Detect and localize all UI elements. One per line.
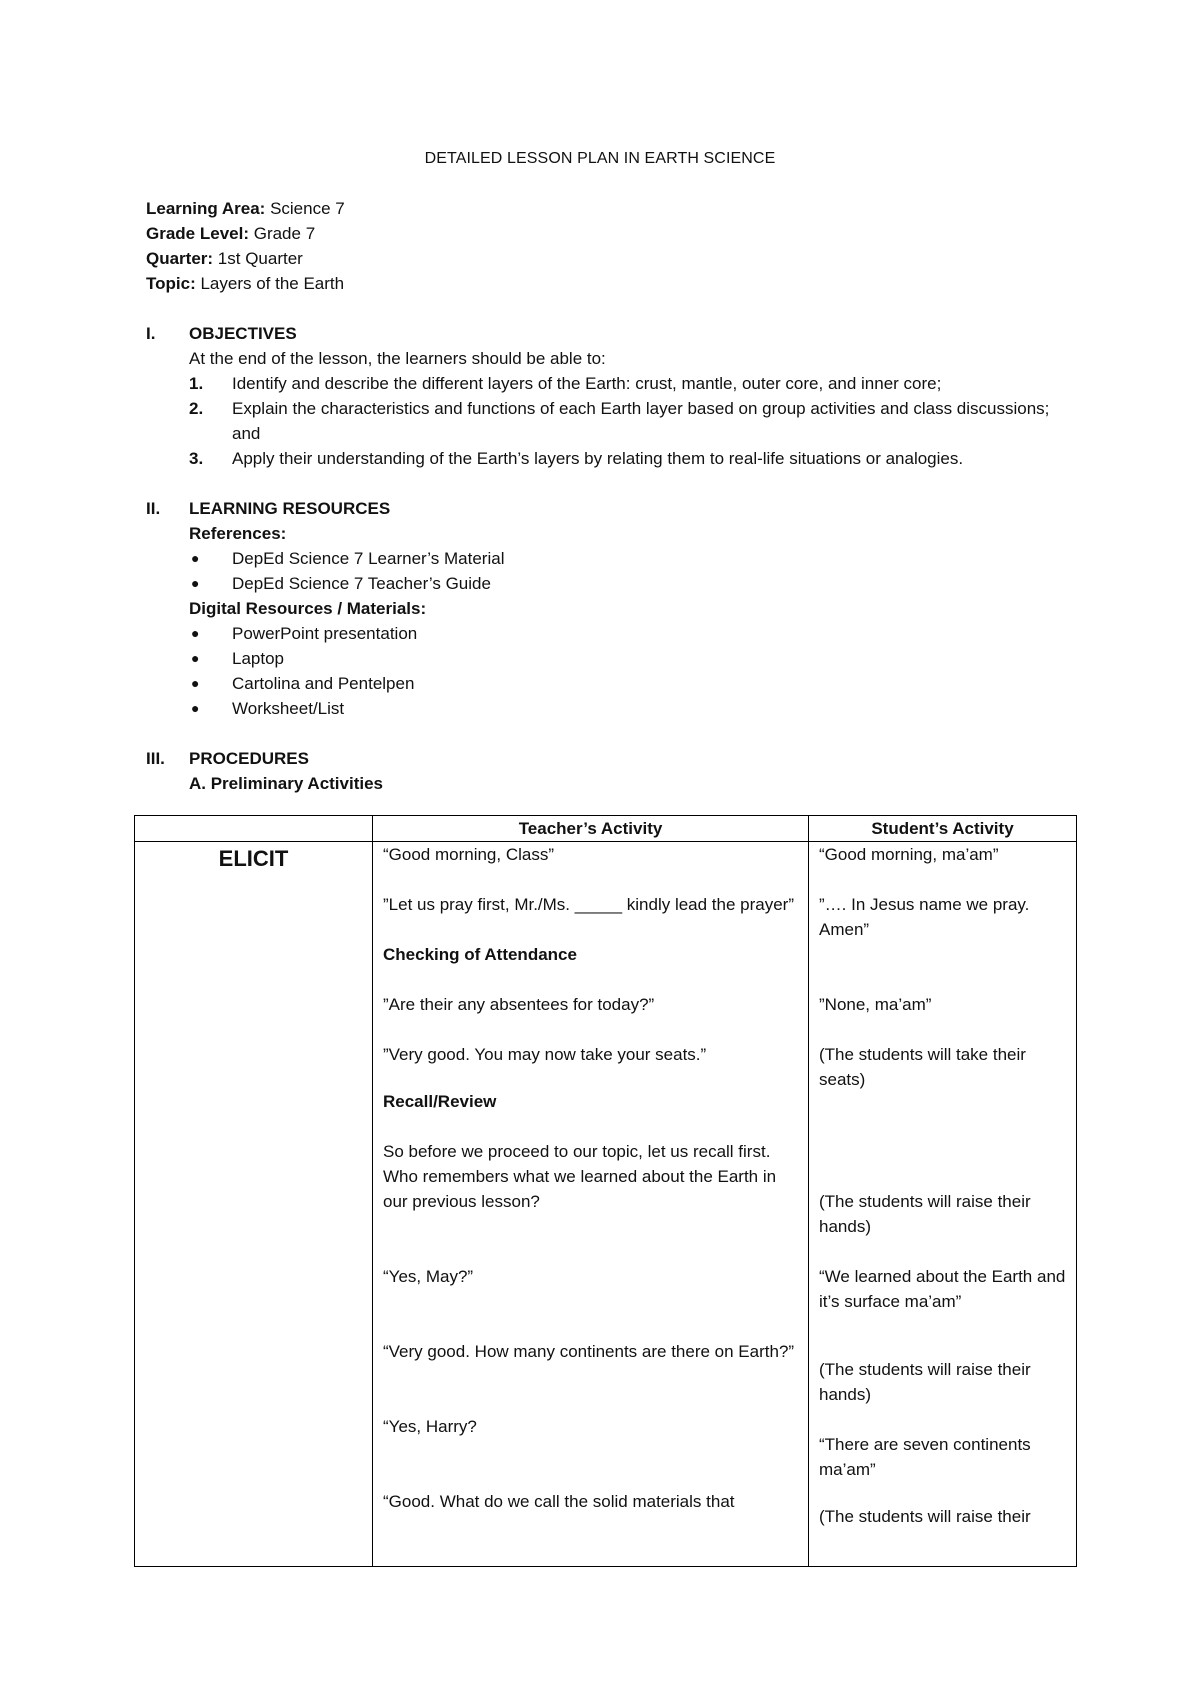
teacher-line: “Yes, Harry? <box>383 1417 477 1436</box>
student-line: ”None, ma’am” <box>819 995 932 1014</box>
material-item: ● Cartolina and Pentelpen <box>146 671 1076 696</box>
lesson-info <box>146 196 345 296</box>
section-title: PROCEDURES <box>189 749 309 768</box>
phase-cell <box>135 842 373 1567</box>
student-line: (The students will raise their hands) <box>819 1192 1031 1236</box>
objective-item: 2. Explain the characteristics and functions of each Earth layer based on group activities and class discussions; and <box>189 399 1050 443</box>
table-row <box>135 842 1077 1567</box>
header-phase <box>135 816 373 842</box>
objectives-section <box>146 321 1076 471</box>
attendance-heading: Checking of Attendance <box>383 945 577 964</box>
section-number: II. <box>146 499 161 518</box>
teacher-line: ”Very good. You may now take your seats.” <box>383 1045 707 1064</box>
teacher-line: ”Let us pray first, Mr./Ms. _____ kindly lead the prayer” <box>383 895 795 914</box>
references-label: References: <box>189 524 287 543</box>
header-student-activity: Student’s Activity <box>809 816 1077 842</box>
digital-resources-label: Digital Resources / Materials: <box>189 599 427 618</box>
bullet-icon: ● <box>191 550 200 566</box>
bullet-icon: ● <box>191 575 200 591</box>
teacher-line: “Good. What do we call the solid materials that <box>383 1492 735 1511</box>
section-number: III. <box>146 749 165 768</box>
section-title: LEARNING RESOURCES <box>189 499 391 518</box>
bullet-icon: ● <box>191 675 200 691</box>
activity-table <box>134 815 1077 1567</box>
teacher-line: “Very good. How many continents are there on Earth?” <box>383 1342 795 1361</box>
bullet-icon: ● <box>191 650 200 666</box>
header-teacher-activity: Teacher’s Activity <box>373 816 809 842</box>
info-grade-level: Grade Level: Grade 7 <box>146 224 316 243</box>
student-line: “Good morning, ma’am” <box>819 845 999 864</box>
student-line: (The students will raise their <box>819 1507 1031 1526</box>
student-line: ”…. In Jesus name we pray. Amen” <box>819 895 1030 939</box>
objective-item: 1. Identify and describe the different layers of the Earth: crust, mantle, outer core, and inner core; <box>189 374 942 393</box>
teacher-line: So before we proceed to our topic, let us recall first. Who remembers what we learned about the Earth in our previous lesson? <box>383 1142 777 1211</box>
info-topic: Topic: Layers of the Earth <box>146 274 345 293</box>
student-line: (The students will take their seats) <box>819 1045 1026 1089</box>
material-item: ● Worksheet/List <box>146 696 1076 721</box>
section-title: OBJECTIVES <box>189 324 297 343</box>
reference-item: ● DepEd Science 7 Teacher’s Guide <box>146 571 1076 596</box>
teacher-line: “Good morning, Class” <box>383 845 555 864</box>
procedures-section <box>146 746 1076 796</box>
phase-label: ELICIT <box>218 846 289 871</box>
info-learning-area: Learning Area: Science 7 <box>146 199 345 218</box>
bullet-icon: ● <box>191 625 200 641</box>
material-item: ● PowerPoint presentation <box>146 621 1076 646</box>
section-number: I. <box>146 324 156 343</box>
recall-heading: Recall/Review <box>383 1092 497 1111</box>
procedures-subtitle: A. Preliminary Activities <box>189 774 384 793</box>
document-title: DETAILED LESSON PLAN IN EARTH SCIENCE <box>424 150 776 167</box>
objectives-intro: At the end of the lesson, the learners should be able to: <box>189 349 606 368</box>
student-activity-cell <box>809 842 1077 1567</box>
student-line: (The students will raise their hands) <box>819 1360 1031 1404</box>
student-line: “We learned about the Earth and it’s surface ma’am” <box>819 1267 1066 1311</box>
bullet-icon: ● <box>191 700 200 716</box>
material-item: ● Laptop <box>146 646 1076 671</box>
resources-section <box>146 496 1076 721</box>
objective-item: 3. Apply their understanding of the Earth’s layers by relating them to real-life situations or analogies. <box>189 449 964 468</box>
info-quarter: Quarter: 1st Quarter <box>146 249 303 268</box>
student-line: “There are seven continents ma’am” <box>819 1435 1031 1479</box>
reference-item: ● DepEd Science 7 Learner’s Material <box>146 546 1076 571</box>
table-header-row <box>135 816 1077 842</box>
teacher-line: ”Are their any absentees for today?” <box>383 995 655 1014</box>
teacher-activity-cell <box>373 842 809 1567</box>
teacher-line: “Yes, May?” <box>383 1267 474 1286</box>
